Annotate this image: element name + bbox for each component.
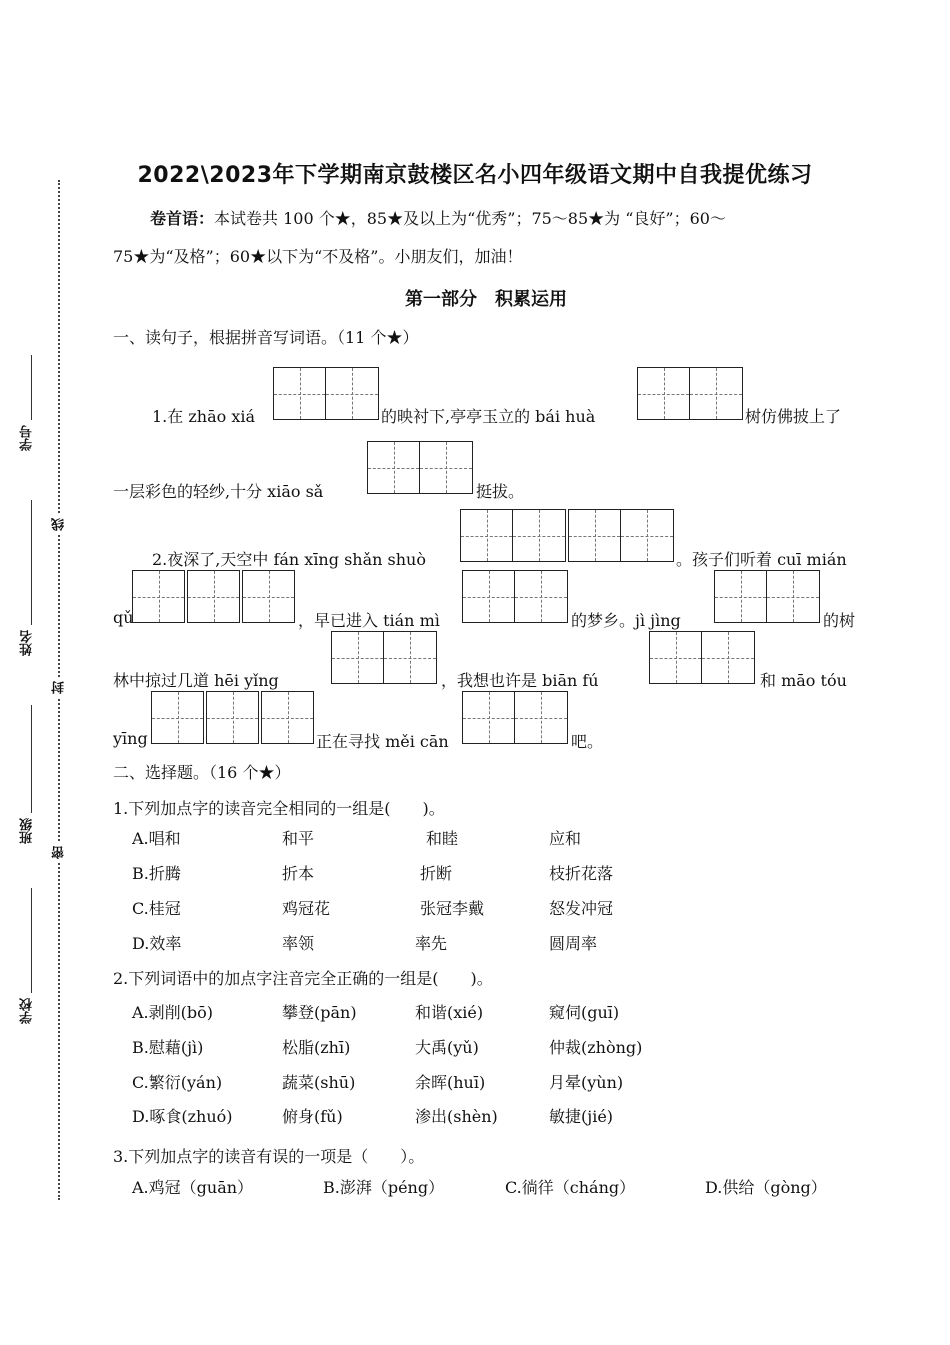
part1-title: 第一部分 积累运用: [405, 289, 567, 310]
answer-grid-maotouying[interactable]: [151, 691, 314, 744]
student-id-blank: [31, 355, 32, 420]
option-d-3: 渗出(shèn): [415, 1107, 498, 1126]
option-c-4: 怒发冲冠: [549, 899, 614, 918]
q1-s1-a: 1.在 zhāo xiá: [152, 407, 256, 426]
answer-grid-heiying[interactable]: [331, 631, 437, 684]
name-label: 姓名: [20, 630, 35, 656]
q1-s2-g: 林中掠过几道 hēi yǐng: [113, 671, 279, 690]
q1-s1-b: 的映衬下,亭亭玉立的 bái huà: [381, 407, 596, 426]
q1-s2-h: ，我想也许是 biān fú: [441, 671, 599, 690]
q1-s1-e: 挺拔。: [476, 482, 525, 501]
q1-s2-k: 正在寻找 měi cān: [316, 732, 449, 751]
intro-line-2: 75★为“及格”；60★以下为“不及格”。小朋友们，加油！: [113, 247, 523, 266]
q1-s2-c: qǔ: [113, 608, 134, 627]
option-b[interactable]: B.澎湃（péng）: [323, 1178, 445, 1197]
option-a-1[interactable]: A.剥削(bō): [132, 1003, 214, 1022]
option-a-1[interactable]: A.唱和: [132, 829, 181, 848]
answer-grid-meican[interactable]: [462, 691, 568, 744]
option-d-4: 敏捷(jié): [549, 1107, 614, 1126]
option-b-4: 仲裁(zhòng): [549, 1038, 643, 1057]
q1-s2-f: 的树: [823, 611, 856, 630]
answer-grid-cuimianqu[interactable]: [132, 570, 295, 623]
option-c-1[interactable]: C.桂冠: [132, 899, 181, 918]
option-a[interactable]: A.鸡冠（guān）: [132, 1178, 254, 1197]
option-d-2: 俯身(fǔ): [282, 1107, 343, 1126]
option-d[interactable]: D.供给（gòng）: [705, 1178, 827, 1197]
option-a-4: 窥伺(guī): [549, 1003, 620, 1022]
school-label: 学校: [20, 998, 35, 1024]
option-b-2: 松脂(zhī): [282, 1038, 351, 1057]
option-d-2: 率领: [282, 934, 315, 953]
option-c-3: 余晖(huī): [415, 1073, 486, 1092]
option-b-1[interactable]: B.折腾: [132, 864, 181, 883]
option-b-4: 枝折花落: [549, 864, 614, 883]
option-c-2: 蔬菜(shū): [282, 1073, 356, 1092]
option-a-2: 攀登(pān): [282, 1003, 357, 1022]
answer-grid-baihua[interactable]: [637, 367, 743, 420]
school-blank: [31, 888, 32, 993]
answer-grid-xiaosa[interactable]: [367, 441, 473, 494]
seal-seal-char: 封: [50, 678, 69, 697]
option-d-4: 圆周率: [549, 934, 598, 953]
answer-grid-zhaoxia[interactable]: [273, 367, 379, 420]
option-b-3: 大禹(yǔ): [415, 1038, 479, 1057]
option-a-2: 和平: [282, 829, 315, 848]
answer-grid-bianfu[interactable]: [649, 631, 755, 684]
option-a-4: 应和: [549, 829, 582, 848]
seal-secret-char: 密: [50, 843, 69, 862]
option-c-3: 张冠李戴: [420, 899, 485, 918]
q1-s1-d: 一层彩色的轻纱,十分 xiāo sǎ: [113, 482, 324, 501]
q1-s2-b: 。孩子们听着 cuī mián: [676, 550, 847, 569]
option-b-1[interactable]: B.慰藉(jì): [132, 1038, 204, 1057]
q1-heading: 一、读句子，根据拼音写词语。（11 个★）: [113, 328, 419, 347]
option-b-3: 折断: [420, 864, 453, 883]
q2-heading: 二、选择题。（16 个★）: [113, 763, 291, 782]
option-d-3: 率先: [415, 934, 448, 953]
q2-item1-stem: 1.下列加点字的读音完全相同的一组是( )。: [113, 799, 445, 818]
q1-s2-e: 的梦乡。jì jìng: [571, 611, 681, 630]
seal-line-char: 线: [50, 515, 69, 534]
answer-grid-jijing[interactable]: [714, 570, 820, 623]
option-d-1[interactable]: D.效率: [132, 934, 182, 953]
option-a-3: 和谐(xié): [415, 1003, 484, 1022]
class-blank: [31, 705, 32, 813]
intro-line-1: [150, 206, 726, 229]
q2-item3-stem: 3.下列加点字的读音有误的一项是（ ）。: [113, 1147, 425, 1166]
option-d-1[interactable]: D.啄食(zhuó): [132, 1107, 233, 1126]
name-blank: [31, 500, 32, 625]
option-c-2: 鸡冠花: [282, 899, 331, 918]
q1-s2-d: ，早已进入 tián mì: [298, 611, 440, 630]
answer-grid-tianmi[interactable]: [462, 570, 568, 623]
option-c[interactable]: C.徜徉（cháng）: [505, 1178, 636, 1197]
q1-s2-a: 2.夜深了,天空中 fán xīng shǎn shuò: [152, 550, 426, 569]
q2-item2-stem: 2.下列词语中的加点字注音完全正确的一组是( )。: [113, 969, 493, 988]
q1-s2-j: yīng: [113, 729, 148, 748]
option-a-3: 和睦: [426, 829, 459, 848]
class-label: 班级: [20, 818, 35, 844]
q1-s1-c: 树仿佛披上了: [745, 407, 842, 426]
q1-s2-i: 和 māo tóu: [760, 671, 847, 690]
option-c-1[interactable]: C.繁衍(yán): [132, 1073, 223, 1092]
option-b-2: 折本: [282, 864, 315, 883]
option-c-4: 月晕(yùn): [549, 1073, 624, 1092]
q1-s2-l: 吧。: [571, 732, 604, 751]
student-id-label: 学号: [20, 425, 35, 451]
intro-label: 卷首语：: [150, 209, 215, 228]
page-title: 2022\2023年下学期南京鼓楼区名小四年级语文期中自我提优练习: [137, 163, 813, 188]
answer-grid-fanxingshanshuo-2[interactable]: [568, 509, 674, 562]
intro-text-1: 本试卷共 100 个★，85★及以上为“优秀”；75～85★为 “良好”；60～: [214, 209, 726, 228]
answer-grid-fanxingshanshuo-1[interactable]: [460, 509, 566, 562]
